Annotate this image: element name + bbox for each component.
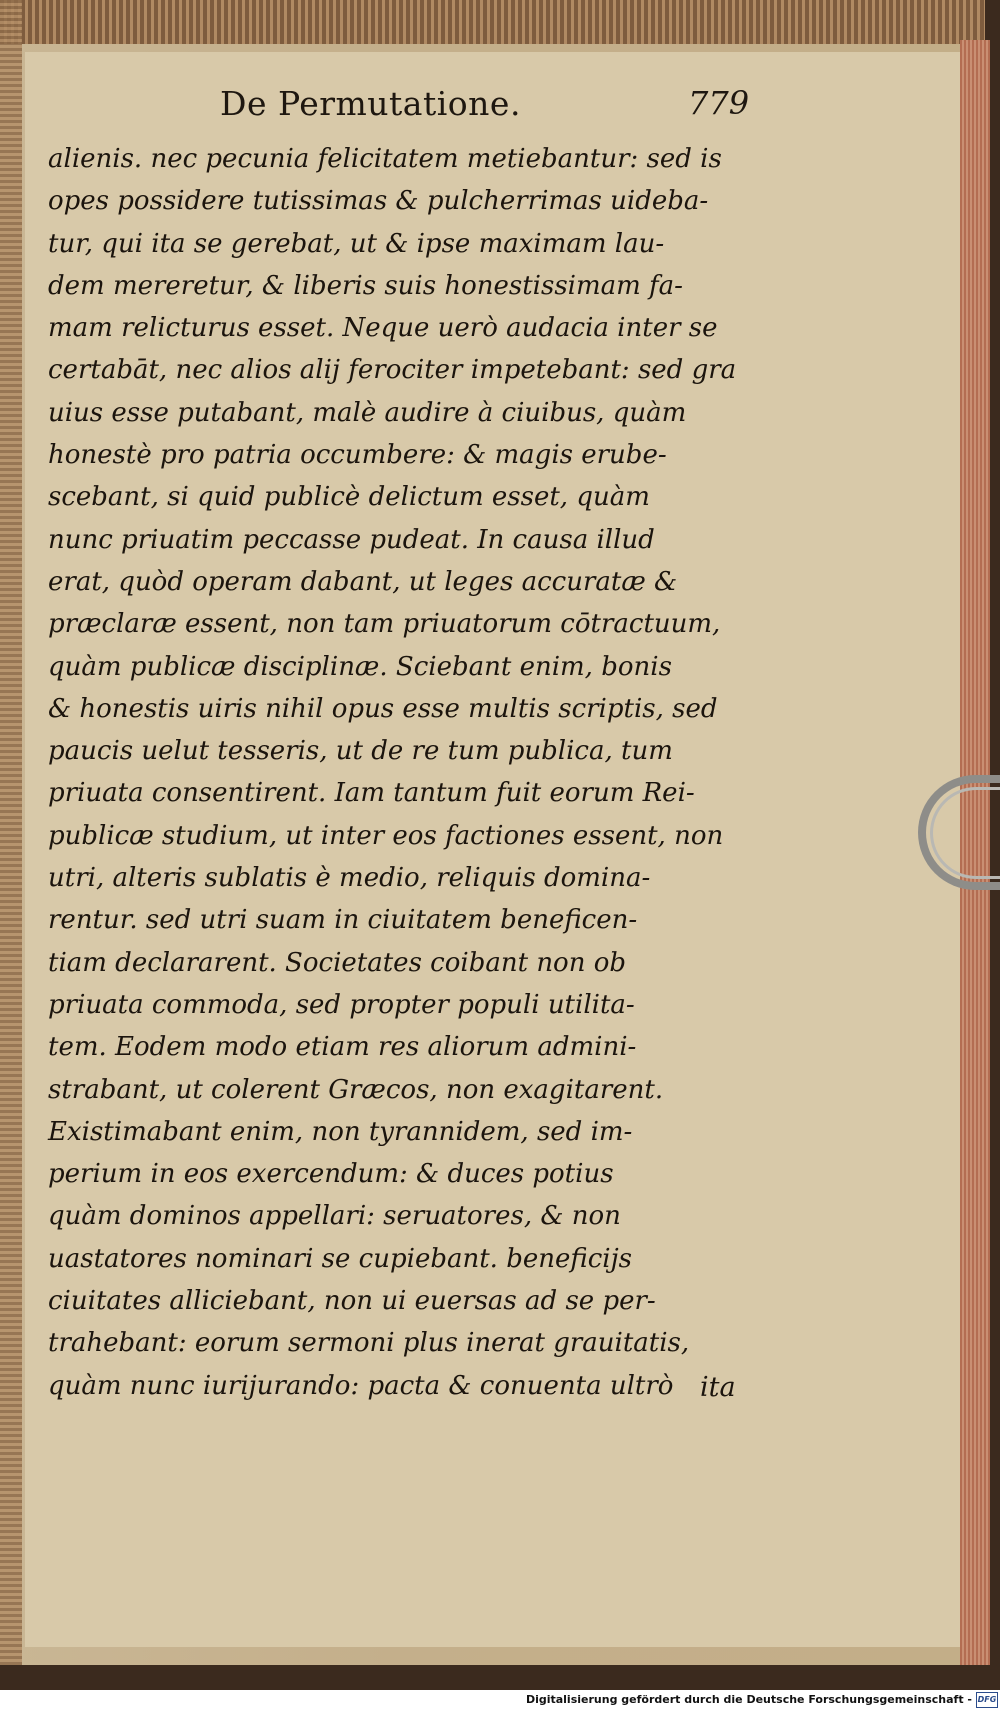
text-line: tiam declararent. Societates coibant non ob (48, 947, 627, 978)
text-line: opes possidere tutissimas & pulcherrimas uideba- (48, 186, 709, 217)
text-line: scebant, si quid publicè delictum esset, quàm (48, 482, 650, 513)
text-line: præclaræ essent, non tam priuatorum cōtractuum, (48, 609, 721, 640)
page-number: 779 (688, 84, 750, 122)
text-line: tem. Eodem modo etiam res aliorum admini- (48, 1032, 637, 1063)
dfg-logo: DFG (976, 1692, 998, 1708)
text-line: nunc priuatim peccasse pudeat. In causa illud (48, 524, 655, 555)
text-line: rentur. sed utri suam in ciuitatem beneficen- (48, 905, 638, 936)
running-head: De Permutatione. (220, 84, 521, 123)
text-line: ciuitates alliciebant, non ui euersas ad se per- (48, 1286, 656, 1317)
text-line: mam relicturus esset. Neque uerò audacia inter se (48, 313, 718, 344)
text-line: publicæ studium, ut inter eos factiones essent, non (48, 820, 724, 851)
text-line: perium in eos exercendum: & duces potius (48, 1159, 614, 1190)
page-left-edge (0, 0, 22, 1665)
text-line: priuata consentirent. Iam tantum fuit eorum Rei- (48, 778, 695, 809)
text-line: certabāt, nec alios alij ferociter impetebant: sed gra (48, 355, 737, 386)
text-line: dem mereretur, & liberis suis honestissimam fa- (48, 270, 683, 301)
text-line: & honestis uiris nihil opus esse multis scriptis, sed (48, 693, 718, 724)
footer-credit: Digitalisierung gefördert durch die Deutsche Forschungsgemeinschaft - (525, 1693, 972, 1706)
text-line: utri, alteris sublatis è medio, reliquis domina- (48, 863, 651, 894)
text-line: priuata commoda, sed propter populi utilita- (48, 989, 635, 1020)
body-text (48, 138, 748, 1407)
text-line: Existimabant enim, non tyrannidem, sed im- (48, 1116, 633, 1147)
text-line: strabant, ut colerent Græcos, non exagitarent. (48, 1074, 664, 1105)
text-line: honestè pro patria occumbere: & magis erube- (48, 440, 667, 471)
text-line: erat, quòd operam dabant, ut leges accuratæ & (48, 566, 678, 597)
text-line: uius esse putabant, malè audire à ciuibus, quàm (48, 397, 687, 428)
text-line: trahebant: eorum sermoni plus inerat grauitatis, (48, 1328, 690, 1359)
page-top-edge (0, 0, 985, 44)
text-line: tur, qui ita se gerebat, ut & ipse maximam lau- (48, 228, 665, 259)
text-line: quàm dominos appellari: seruatores, & non (48, 1201, 621, 1232)
text-line: quàm nunc iurijurando: pacta & conuenta ultrò (48, 1370, 674, 1401)
text-line: alienis. nec pecunia felicitatem metiebantur: sed is (48, 144, 722, 174)
text-line: paucis uelut tesseris, ut de re tum publica, tum (48, 736, 673, 767)
footer (0, 1690, 1000, 1713)
catchword: ita (700, 1372, 736, 1403)
text-line: quàm publicæ disciplinæ. Sciebant enim, bonis (48, 651, 672, 682)
text-line: uastatores nominari se cupiebant. beneficijs (48, 1243, 632, 1274)
